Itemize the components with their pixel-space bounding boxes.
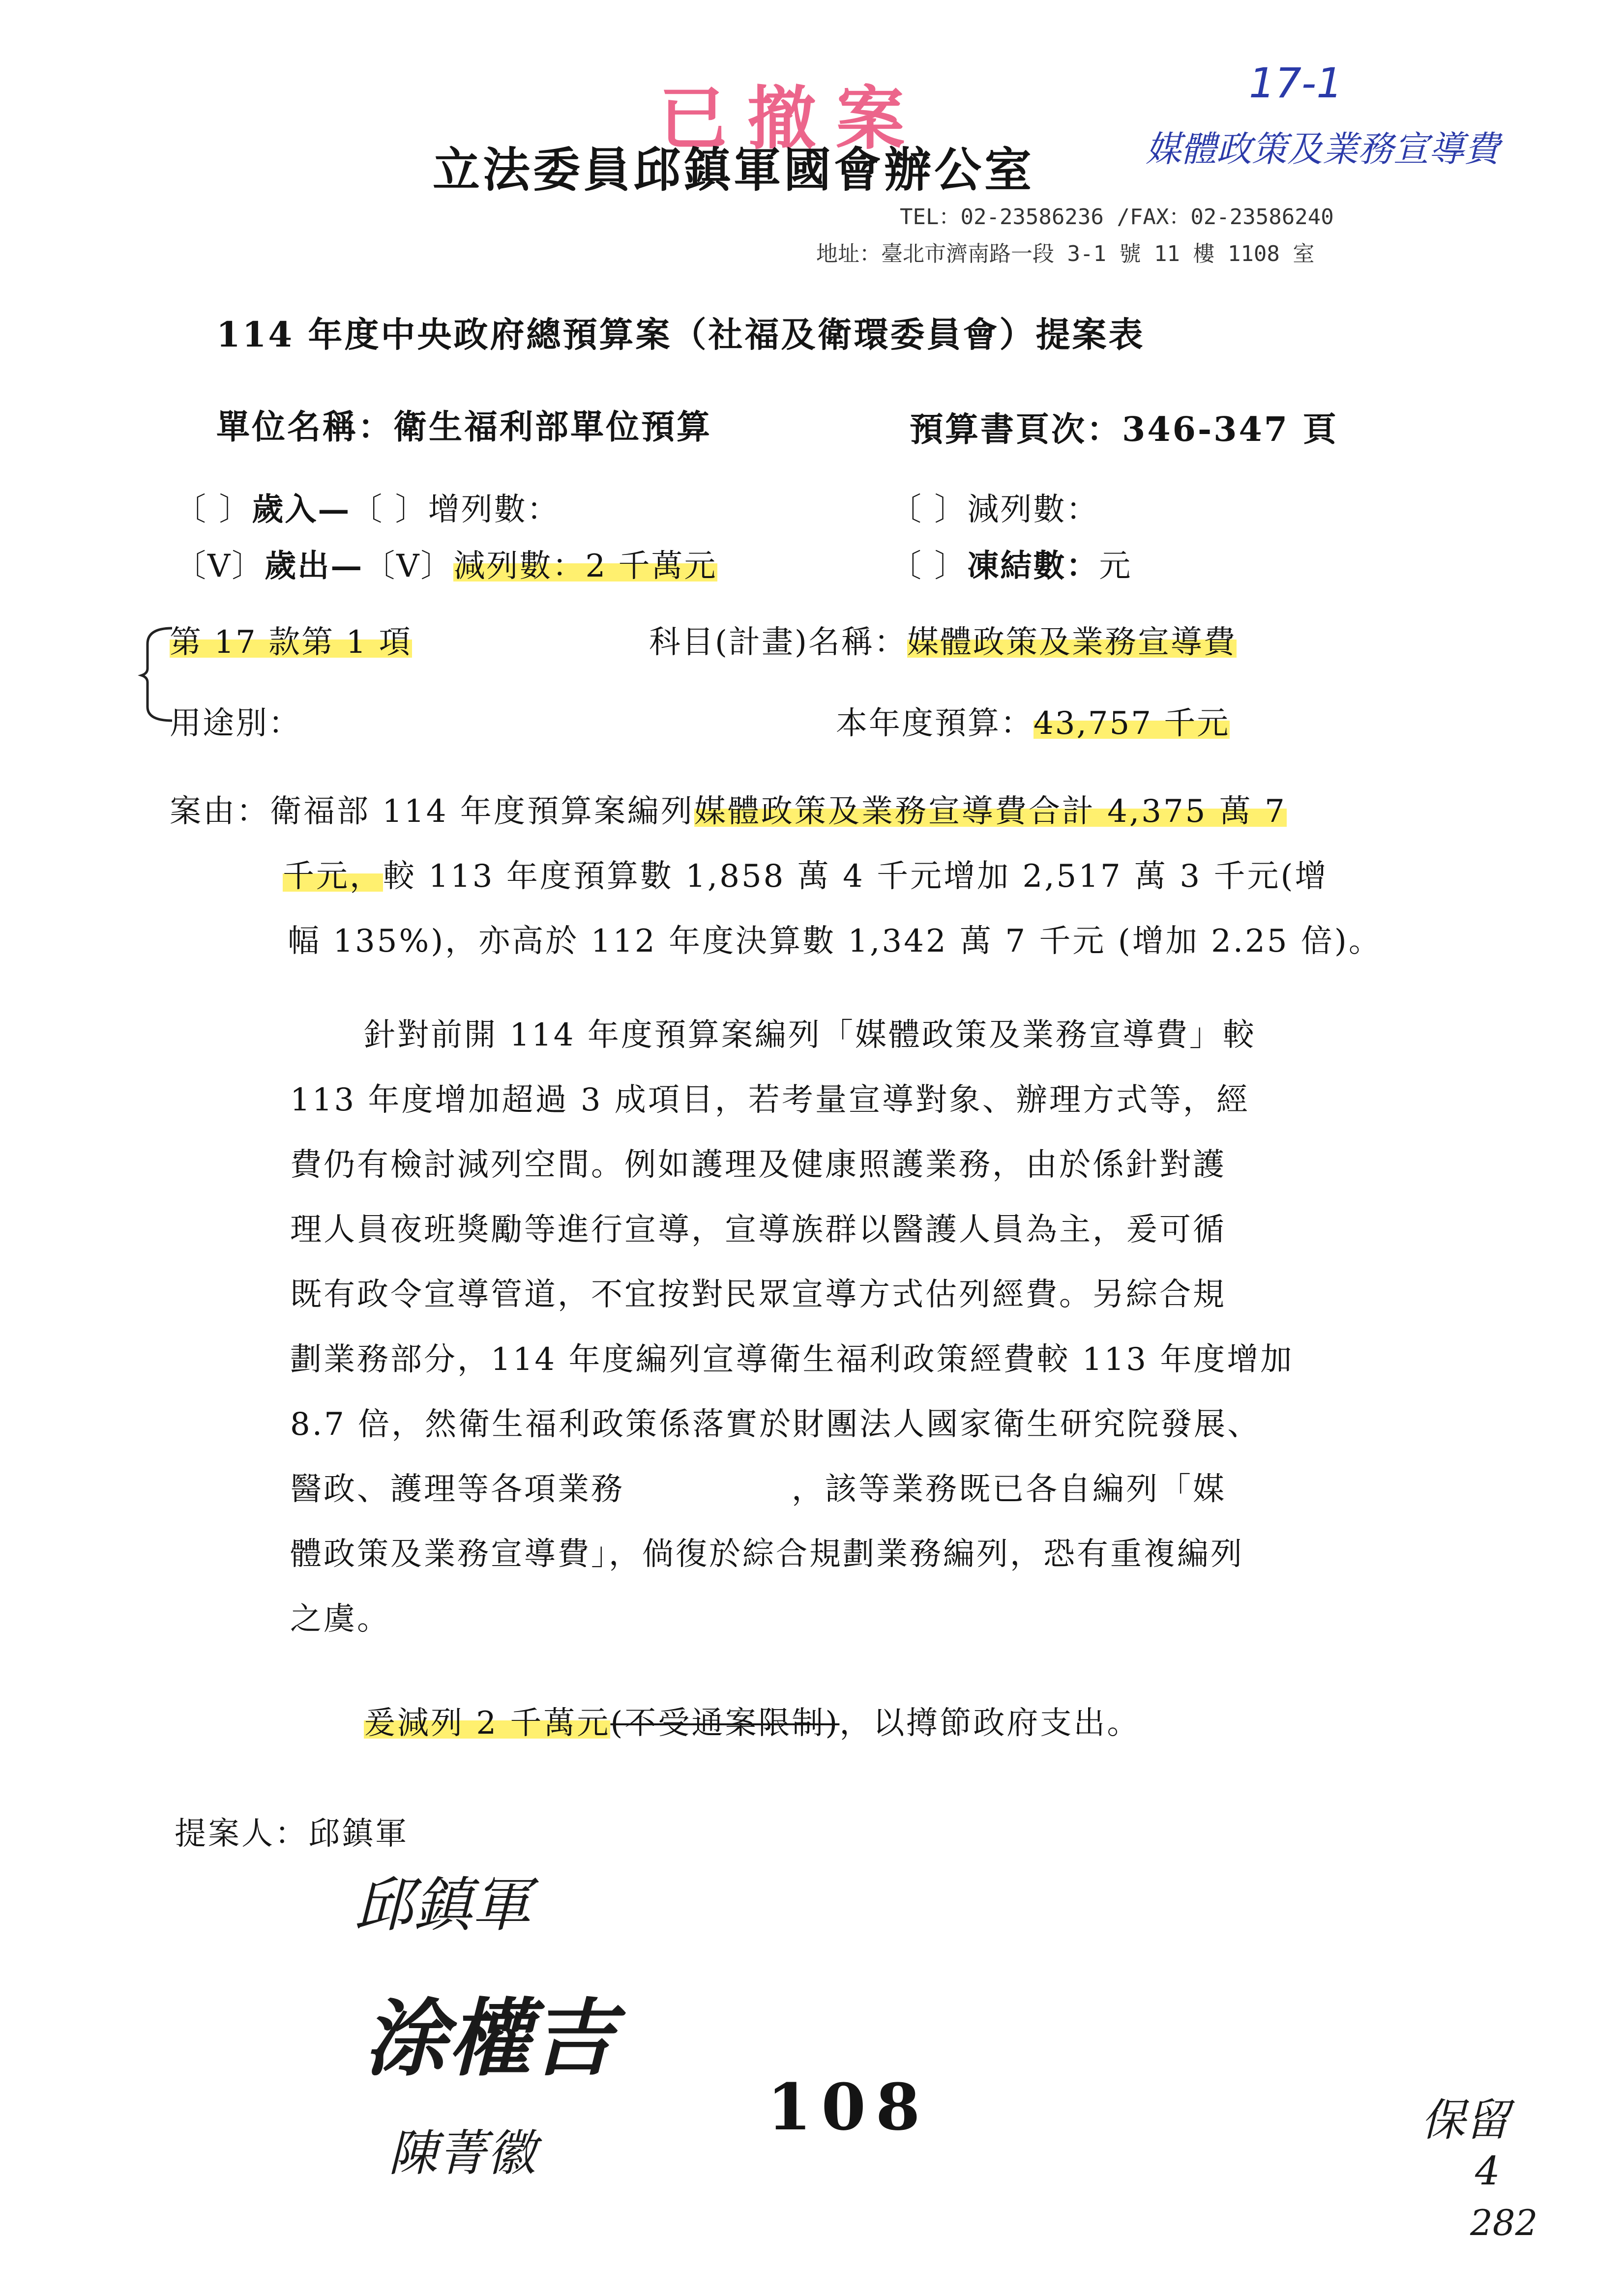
reason-line1-a: 衛福部 114 年度預算案編列: [270, 793, 694, 830]
freeze-value: 元: [1099, 548, 1132, 584]
decrease-right-option: [890, 484, 1099, 529]
office-title: 立法委員邱鎮軍國會辦公室: [433, 142, 1034, 198]
reason-line2-a: 千元，: [283, 858, 383, 895]
expense-option: [175, 541, 717, 586]
para2-line-9: 體政策及業務宣導費」，倘復於綜合規劃業務編列，恐有重複編列: [290, 1536, 1244, 1572]
form-title: 114 年度中央政府總預算案（社福及衛環委員會）提案表: [216, 314, 1145, 355]
decrease-right-label: 減列數：: [967, 492, 1099, 528]
decrease-value: 2 千萬元: [585, 548, 717, 584]
reason-line-2: [283, 844, 1328, 909]
conclusion-line: [364, 1691, 1140, 1756]
annotation-number: 17-1: [1249, 59, 1343, 107]
page-number: 108: [767, 2069, 930, 2145]
unit-name: 單位名稱：衛生福利部單位預算: [216, 407, 712, 447]
reason-line1-b: 媒體政策及業務宣導費合計 4,375 萬 7: [694, 793, 1287, 830]
conclusion-b: ，以撙節政府支出。: [839, 1705, 1141, 1742]
para2-line-6: 劃業務部分，114 年度編列宣導衛生福利政策經費較 113 年度增加: [290, 1341, 1294, 1378]
decrease-checkbox: 〔V〕: [363, 548, 454, 584]
corner-number-2: 282: [1470, 2202, 1538, 2243]
reason-line-3: 幅 135%)，亦高於 112 年度決算數 1,342 萬 7 千元 (增加 2.25 倍)。: [288, 923, 1382, 959]
budget-page: 預算書頁次：346-347 頁: [910, 410, 1338, 449]
para2-line-10: 之虞。: [290, 1601, 390, 1637]
para2-line-8: 醫政、護理等各項業務 ，該等業務既已各自編列「媒: [290, 1471, 1226, 1508]
revenue-label: 歲入—: [252, 491, 351, 528]
revenue-checkbox: 〔 〕: [175, 492, 252, 528]
para2-line-7: 8.7 倍，然衛生福利政策係落實於財團法人國家衛生研究院發展、: [290, 1406, 1261, 1443]
signature-1: 邱鎮軍: [354, 1871, 531, 1940]
reason-line-1: [170, 779, 1287, 844]
item-section: [170, 617, 412, 662]
freeze-checkbox: 〔 〕: [890, 548, 968, 584]
freeze-option: [890, 541, 1132, 586]
annotation-label: 媒體政策及業務宣導費: [1146, 128, 1500, 170]
decrease-label: 減列數：: [453, 548, 586, 584]
signature-3: 陳菁徽: [388, 2124, 536, 2182]
budget-row: [836, 698, 1230, 743]
increase-checkbox: 〔 〕: [351, 492, 428, 528]
reason-label: 案由：: [170, 793, 270, 830]
withdrawn-stamp: 已撤案: [659, 79, 925, 159]
corner-signature: 保留: [1421, 2094, 1509, 2146]
freeze-label: 凍結數：: [967, 548, 1099, 584]
subject-label: 科目(計畫)名稱：: [649, 624, 907, 661]
expense-checkbox: 〔V〕: [175, 548, 265, 584]
conclusion-struck: (不受通案限制): [610, 1705, 840, 1742]
reason-line2-b: 較 113 年度預算數 1,858 萬 4 千元增加 2,517 萬 3 千元(增: [383, 858, 1329, 895]
decrease-right-checkbox: 〔 〕: [890, 492, 968, 528]
budget-label: 本年度預算：: [836, 705, 1033, 742]
item-section-text: 第 17 款第 1 項: [170, 624, 412, 661]
signature-2: 涂權吉: [364, 1989, 615, 2088]
para2-line-5: 既有政令宣導管道，不宜按對民眾宣導方式估列經費。另綜合規: [290, 1277, 1226, 1313]
usage-label: 用途別：: [170, 705, 301, 742]
subject-row: [649, 617, 1237, 662]
expense-label: 歲出—: [265, 548, 364, 584]
budget-value: 43,757 千元: [1033, 705, 1230, 742]
para2-line-3: 費仍有檢討減列空間。例如護理及健康照護業務，由於係針對護: [290, 1147, 1226, 1183]
corner-number-1: 4: [1475, 2148, 1500, 2194]
para2-line-2: 113 年度增加超過 3 成項目，若考量宣導對象、辦理方式等，經: [290, 1082, 1250, 1118]
contact-line: TEL：02-23586236 /FAX：02-23586240: [900, 204, 1334, 230]
para2-line-1: 針對前開 114 年度預算案編列「媒體政策及業務宣導費」較: [364, 1017, 1256, 1053]
conclusion-a: 爰減列 2 千萬元: [364, 1705, 611, 1742]
increase-label: 增列數：: [428, 492, 560, 528]
para2-line-4: 理人員夜班獎勵等進行宣導，宣導族群以醫護人員為主，爰可循: [290, 1212, 1226, 1248]
revenue-option: [175, 484, 560, 529]
subject-value: 媒體政策及業務宣導費: [907, 624, 1237, 661]
address-line: 地址：臺北市濟南路一段 3-1 號 11 樓 1108 室: [816, 241, 1315, 266]
proposer-label: 提案人：邱鎮軍: [175, 1816, 409, 1852]
